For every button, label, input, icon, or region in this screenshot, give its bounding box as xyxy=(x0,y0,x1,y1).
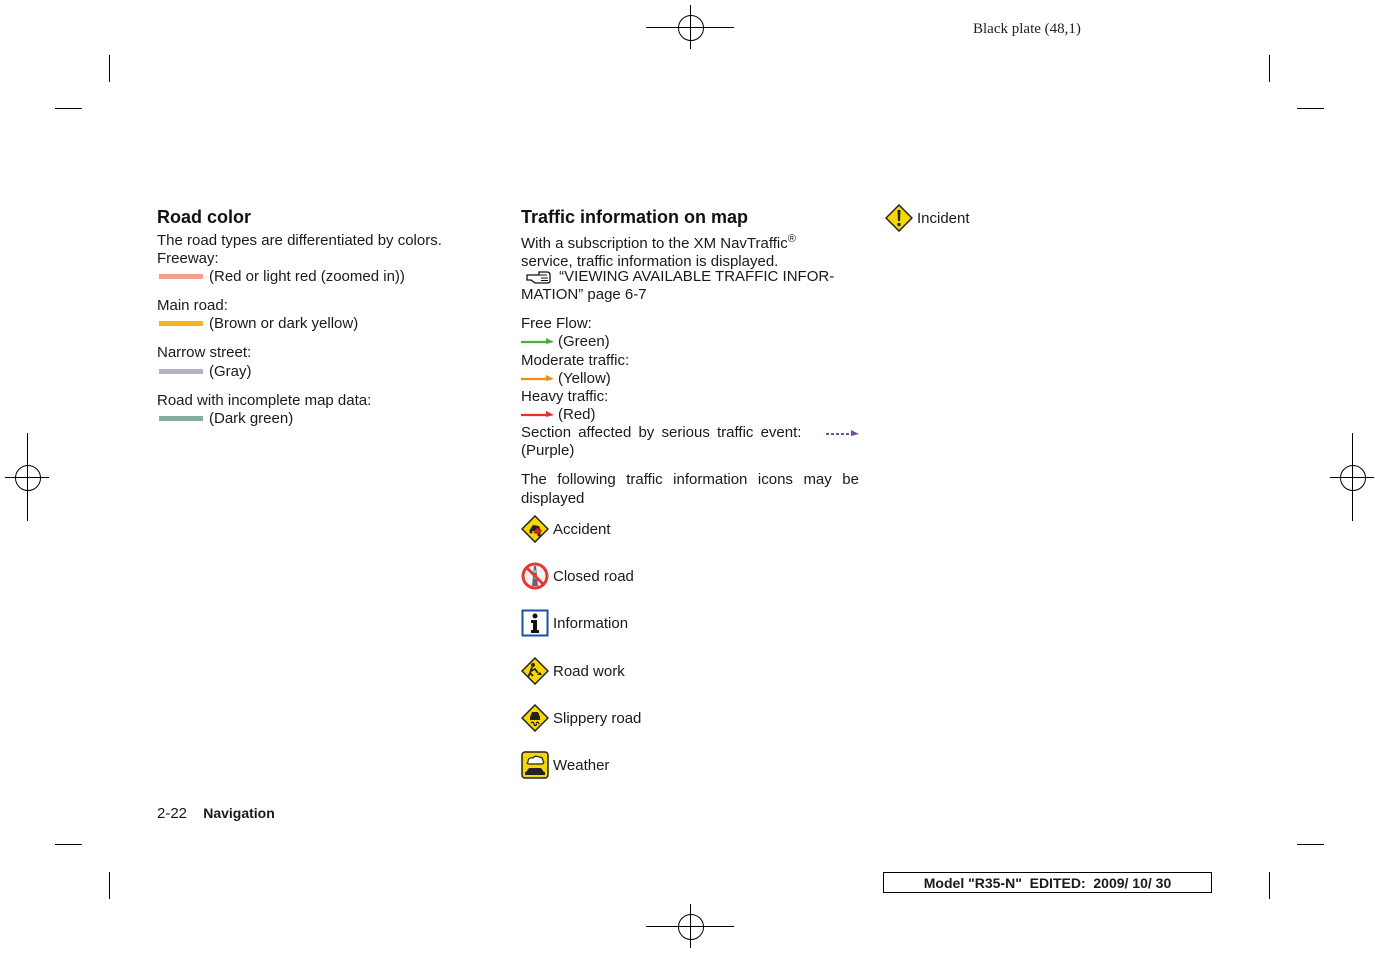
plate-label: Black plate (48,1) xyxy=(973,21,1081,37)
weather-label: Weather xyxy=(553,756,610,774)
weather-row xyxy=(521,751,609,779)
heavy-traffic-label: Heavy traffic: xyxy=(521,388,609,405)
freeway-row xyxy=(159,268,405,286)
slippery-road-label: Slippery road xyxy=(553,709,642,727)
red-arrow-icon xyxy=(521,410,554,418)
heavy-traffic-desc: (Red) xyxy=(558,406,596,423)
accident-icon xyxy=(521,515,549,543)
information-row xyxy=(521,609,628,637)
green-arrow-icon xyxy=(521,337,554,345)
section-affected-desc: (Purple) xyxy=(521,442,575,459)
incident-label: Incident xyxy=(917,209,970,227)
heavy-traffic-row xyxy=(521,406,596,424)
road-color-intro: The road types are differentiated by colors. xyxy=(157,232,442,249)
icons-intro-line2: displayed xyxy=(521,490,585,507)
model-edited-text: Model "R35-N" EDITED: 2009/ 10/ 30 xyxy=(923,874,1172,891)
road-work-row xyxy=(521,657,625,685)
moderate-traffic-desc: (Yellow) xyxy=(558,370,611,387)
freeway-swatch xyxy=(159,274,203,279)
reference-line2: MATION” page 6-7 xyxy=(521,286,647,303)
traffic-para-line1: With a subscription to the XM NavTraffic® xyxy=(521,233,796,252)
information-label: Information xyxy=(553,614,629,632)
traffic-para-line2: service, traffic information is displayed. xyxy=(521,253,779,270)
slippery-road-icon xyxy=(521,704,549,732)
icons-intro-line1: The following traffic information icons may be xyxy=(521,471,859,488)
narrow-street-swatch xyxy=(159,369,203,374)
accident-row xyxy=(521,515,611,543)
freeway-desc: (Red or light red (zoomed in)) xyxy=(209,268,405,285)
section-affected-row xyxy=(521,424,859,442)
closed-road-icon xyxy=(521,562,549,590)
moderate-traffic-label: Moderate traffic: xyxy=(521,352,630,369)
free-flow-row xyxy=(521,333,610,351)
main-road-desc: (Brown or dark yellow) xyxy=(209,315,359,332)
narrow-street-label: Narrow street: xyxy=(157,344,252,361)
page-footer xyxy=(157,805,275,822)
information-icon xyxy=(521,609,549,637)
road-work-label: Road work xyxy=(553,662,625,680)
road-work-icon xyxy=(521,657,549,685)
slippery-road-row xyxy=(521,704,641,732)
traffic-title: Traffic information on map xyxy=(521,207,749,227)
pointing-hand-icon xyxy=(525,267,555,285)
road-color-title: Road color xyxy=(157,207,252,227)
closed-road-row xyxy=(521,562,634,590)
accident-label: Accident xyxy=(553,520,611,538)
incomplete-road-row xyxy=(159,410,293,428)
free-flow-label: Free Flow: xyxy=(521,315,592,332)
incomplete-road-label: Road with incomplete map data: xyxy=(157,392,372,409)
section-name: Navigation xyxy=(203,805,275,821)
incident-row xyxy=(885,204,970,232)
incident-icon xyxy=(885,204,913,232)
closed-road-label: Closed road xyxy=(553,567,634,585)
main-road-label: Main road: xyxy=(157,297,228,314)
traffic-para xyxy=(521,230,861,271)
freeway-label: Freeway: xyxy=(157,250,219,267)
narrow-street-desc: (Gray) xyxy=(209,363,252,380)
free-flow-desc: (Green) xyxy=(558,333,610,350)
weather-icon xyxy=(521,751,549,779)
narrow-street-row xyxy=(159,363,252,381)
yellow-arrow-icon xyxy=(521,374,554,382)
reference-line1: “VIEWING AVAILABLE TRAFFIC INFOR- xyxy=(559,268,835,285)
purple-dashed-arrow-icon xyxy=(826,429,859,437)
model-edited-box xyxy=(883,872,1212,893)
main-road-swatch xyxy=(159,321,203,326)
reference xyxy=(525,268,834,286)
incomplete-road-swatch xyxy=(159,416,203,421)
page-number: 2-22 xyxy=(157,805,188,822)
incomplete-road-desc: (Dark green) xyxy=(209,410,294,427)
main-road-row xyxy=(159,315,358,333)
section-affected-label: Section affected by serious traffic event: xyxy=(521,424,802,441)
moderate-traffic-row xyxy=(521,370,611,388)
